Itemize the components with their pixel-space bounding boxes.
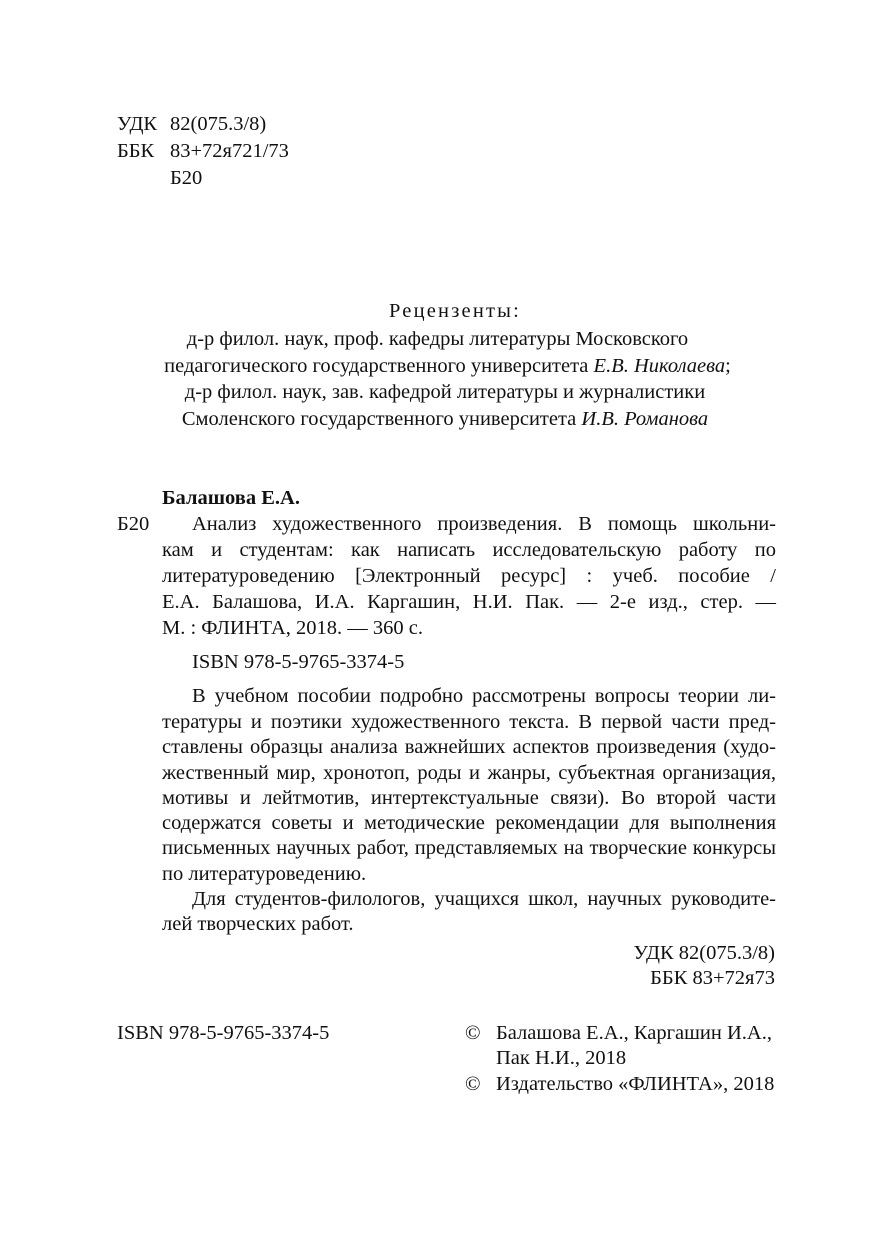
- audience-line: лей творческих работ.: [162, 913, 354, 935]
- catalog-author: Балашова Е.А.: [162, 487, 300, 509]
- copyright-authors-line-1: Балашова Е.А., Каргашин И.А.,: [496, 1022, 772, 1044]
- catalog-desc-line: Анализ художественного произведения. В помощь школьни-: [192, 513, 776, 535]
- copyright-publisher: Издательство «ФЛИНТА», 2018: [496, 1073, 775, 1095]
- annotation-line: письменных научных работ, представляемых на творческие конкурсы: [162, 837, 776, 859]
- author-mark: Б20: [170, 167, 203, 189]
- udk-short: УДК 82(075.3/8): [633, 942, 775, 964]
- reviewer-line-2: педагогического государственного университета Е.В. Николаева;: [164, 355, 731, 377]
- catalog-desc-line: Е.А. Балашова, И.А. Каргашин, Н.И. Пак. — 2-е изд., стер. —: [162, 591, 776, 613]
- annotation-line: мотивы и лейтмотив, интертекстуальные связи). Во второй части: [162, 787, 776, 809]
- reviewer-line-3: д-р филол. наук, зав. кафедрой литературы и журналистики: [184, 381, 706, 403]
- annotation-line: В учебном пособии подробно рассмотрены вопросы теории ли-: [192, 685, 776, 707]
- reviewer-line-1: д-р филол. наук, проф. кафедры литературы Московского: [186, 328, 689, 350]
- bbk-label: ББК: [117, 140, 155, 162]
- footer-isbn: ISBN 978-5-9765-3374-5: [117, 1022, 330, 1044]
- audience-line: Для студентов-филологов, учащихся школ, научных руководите-: [192, 888, 776, 910]
- udk-label: УДК: [117, 113, 158, 135]
- reviewer-name-2: И.В. Романова: [581, 408, 709, 430]
- annotation-line: содержатся советы и методические рекомендации для выполнения: [162, 812, 776, 834]
- catalog-isbn: ISBN 978-5-9765-3374-5: [192, 651, 405, 673]
- catalog-mark: Б20: [117, 513, 150, 535]
- annotation-line: тературы и поэтики художественного текста. В первой части пред-: [162, 711, 776, 733]
- catalog-desc-line: М. : ФЛИНТА, 2018. — 360 с.: [162, 617, 423, 639]
- reviewers-title: Рецензенты:: [388, 300, 522, 322]
- catalog-desc-line: литературоведению [Электронный ресурс] : учеб. пособие /: [162, 565, 776, 587]
- copyright-authors-line-2: Пак Н.И., 2018: [496, 1047, 627, 1069]
- annotation-line: ставлены образцы анализа важнейших аспектов произведения (худо-: [162, 736, 776, 758]
- catalog-desc-line: кам и студентам: как написать исследовательскую работу по: [162, 539, 776, 561]
- bbk-short: ББК 83+72я73: [650, 967, 775, 989]
- annotation-line: жественный мир, хронотоп, роды и жанры, субъектная организация,: [162, 762, 776, 784]
- udk-value: 82(075.3/8): [170, 113, 267, 135]
- copyright-symbol: ©: [465, 1022, 481, 1044]
- reviewer-name-1: Е.В. Николаева: [593, 355, 726, 377]
- annotation-line: по литературоведению.: [162, 863, 367, 885]
- bbk-value: 83+72я721/73: [170, 140, 289, 162]
- reviewer-line-4: Смоленского государственного университета И.В. Романова: [181, 408, 709, 430]
- copyright-symbol: ©: [465, 1073, 481, 1095]
